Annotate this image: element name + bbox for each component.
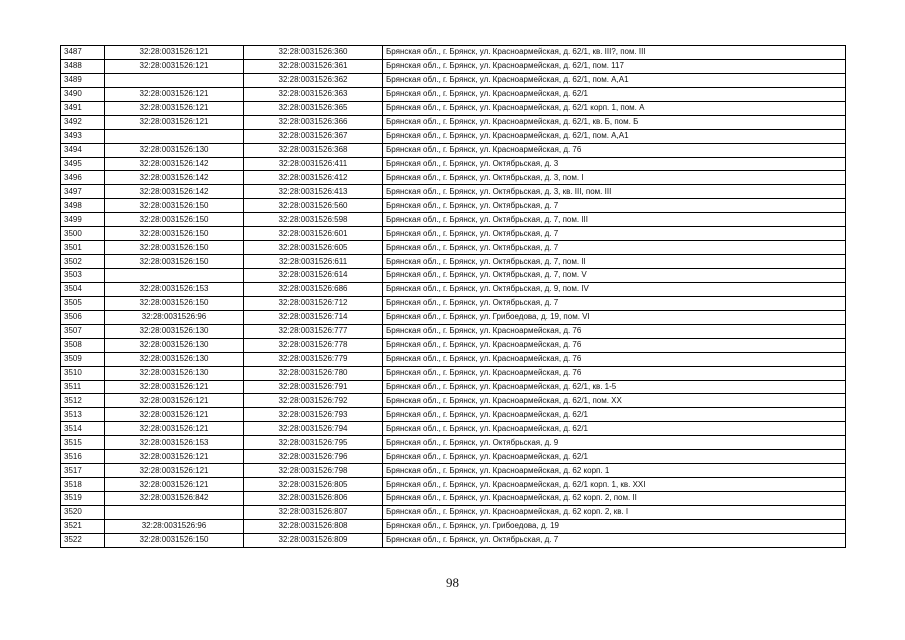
cadastral-number-cell: 32:28:0031526:363 bbox=[244, 87, 383, 101]
cadastral-number-cell: 32:28:0031526:366 bbox=[244, 115, 383, 129]
block-number-cell: 32:28:0031526:121 bbox=[105, 59, 244, 73]
row-number-cell: 3500 bbox=[61, 227, 105, 241]
cadastral-number-cell: 32:28:0031526:794 bbox=[244, 422, 383, 436]
block-number-cell: 32:28:0031526:150 bbox=[105, 241, 244, 255]
row-number-cell: 3519 bbox=[61, 492, 105, 506]
block-number-cell: 32:28:0031526:121 bbox=[105, 422, 244, 436]
table-row bbox=[61, 352, 846, 366]
address-cell: Брянская обл., г. Брянск, ул. Красноармейская, д. 62/1, кв. 1-5 bbox=[383, 380, 846, 394]
row-number-cell: 3488 bbox=[61, 59, 105, 73]
table-row bbox=[61, 157, 846, 171]
block-number-cell: 32:28:0031526:130 bbox=[105, 352, 244, 366]
row-number-cell: 3493 bbox=[61, 129, 105, 143]
address-cell: Брянская обл., г. Брянск, ул. Красноармейская, д. 62/1, кв. III?, пом. III bbox=[383, 46, 846, 60]
table-row bbox=[61, 143, 846, 157]
address-cell: Брянская обл., г. Брянск, ул. Красноармейская, д. 62/1, кв. Б, пом. Б bbox=[383, 115, 846, 129]
row-number-cell: 3510 bbox=[61, 366, 105, 380]
table-row bbox=[61, 436, 846, 450]
row-number-cell: 3489 bbox=[61, 73, 105, 87]
block-number-cell: 32:28:0031526:96 bbox=[105, 519, 244, 533]
address-cell: Брянская обл., г. Брянск, ул. Красноармейская, д. 62 корп. 2, пом. II bbox=[383, 492, 846, 506]
cadastral-number-cell: 32:28:0031526:367 bbox=[244, 129, 383, 143]
address-cell: Брянская обл., г. Брянск, ул. Октябрьская, д. 7, пом. V bbox=[383, 269, 846, 283]
row-number-cell: 3520 bbox=[61, 505, 105, 519]
address-cell: Брянская обл., г. Брянск, ул. Октябрьская, д. 7 bbox=[383, 199, 846, 213]
block-number-cell: 32:28:0031526:153 bbox=[105, 282, 244, 296]
table-row bbox=[61, 87, 846, 101]
table-row bbox=[61, 255, 846, 269]
cadastral-number-cell: 32:28:0031526:805 bbox=[244, 478, 383, 492]
row-number-cell: 3496 bbox=[61, 171, 105, 185]
address-cell: Брянская обл., г. Брянск, ул. Октябрьская, д. 7 bbox=[383, 533, 846, 547]
table-row bbox=[61, 282, 846, 296]
row-number-cell: 3509 bbox=[61, 352, 105, 366]
table-row bbox=[61, 227, 846, 241]
row-number-cell: 3514 bbox=[61, 422, 105, 436]
block-number-cell bbox=[105, 73, 244, 87]
cadastral-number-cell: 32:28:0031526:598 bbox=[244, 213, 383, 227]
table-row bbox=[61, 519, 846, 533]
cadastral-number-cell: 32:28:0031526:780 bbox=[244, 366, 383, 380]
table-row bbox=[61, 101, 846, 115]
block-number-cell: 32:28:0031526:96 bbox=[105, 310, 244, 324]
block-number-cell: 32:28:0031526:150 bbox=[105, 199, 244, 213]
address-cell: Брянская обл., г. Брянск, ул. Красноармейская, д. 62/1 bbox=[383, 450, 846, 464]
table-row bbox=[61, 46, 846, 60]
cadastral-number-cell: 32:28:0031526:779 bbox=[244, 352, 383, 366]
block-number-cell: 32:28:0031526:130 bbox=[105, 143, 244, 157]
address-cell: Брянская обл., г. Брянск, ул. Красноармейская, д. 76 bbox=[383, 143, 846, 157]
table-row bbox=[61, 492, 846, 506]
block-number-cell: 32:28:0031526:150 bbox=[105, 255, 244, 269]
row-number-cell: 3521 bbox=[61, 519, 105, 533]
address-cell: Брянская обл., г. Брянск, ул. Красноармейская, д. 76 bbox=[383, 366, 846, 380]
address-cell: Брянская обл., г. Брянск, ул. Октябрьская, д. 7 bbox=[383, 296, 846, 310]
table-row bbox=[61, 408, 846, 422]
row-number-cell: 3503 bbox=[61, 269, 105, 283]
cadastral-number-cell: 32:28:0031526:712 bbox=[244, 296, 383, 310]
cadastral-number-cell: 32:28:0031526:808 bbox=[244, 519, 383, 533]
address-cell: Брянская обл., г. Брянск, ул. Красноармейская, д. 62/1, пом. 117 bbox=[383, 59, 846, 73]
block-number-cell: 32:28:0031526:842 bbox=[105, 492, 244, 506]
address-cell: Брянская обл., г. Брянск, ул. Октябрьская, д. 7, пом. III bbox=[383, 213, 846, 227]
cadastral-number-cell: 32:28:0031526:792 bbox=[244, 394, 383, 408]
block-number-cell: 32:28:0031526:130 bbox=[105, 338, 244, 352]
block-number-cell: 32:28:0031526:142 bbox=[105, 185, 244, 199]
block-number-cell: 32:28:0031526:150 bbox=[105, 213, 244, 227]
row-number-cell: 3512 bbox=[61, 394, 105, 408]
address-cell: Брянская обл., г. Брянск, ул. Красноармейская, д. 76 bbox=[383, 352, 846, 366]
block-number-cell: 32:28:0031526:121 bbox=[105, 450, 244, 464]
cadastral-number-cell: 32:28:0031526:611 bbox=[244, 255, 383, 269]
cadastral-number-cell: 32:28:0031526:601 bbox=[244, 227, 383, 241]
address-cell: Брянская обл., г. Брянск, ул. Октябрьская, д. 9, пом. IV bbox=[383, 282, 846, 296]
table-row bbox=[61, 129, 846, 143]
block-number-cell: 32:28:0031526:121 bbox=[105, 101, 244, 115]
block-number-cell: 32:28:0031526:121 bbox=[105, 115, 244, 129]
registry-table bbox=[60, 45, 846, 548]
row-number-cell: 3491 bbox=[61, 101, 105, 115]
table-row bbox=[61, 533, 846, 547]
cadastral-number-cell: 32:28:0031526:605 bbox=[244, 241, 383, 255]
block-number-cell: 32:28:0031526:150 bbox=[105, 227, 244, 241]
row-number-cell: 3504 bbox=[61, 282, 105, 296]
table-row bbox=[61, 73, 846, 87]
address-cell: Брянская обл., г. Брянск, ул. Красноармейская, д. 76 bbox=[383, 338, 846, 352]
address-cell: Брянская обл., г. Брянск, ул. Грибоедова, д. 19 bbox=[383, 519, 846, 533]
cadastral-number-cell: 32:28:0031526:368 bbox=[244, 143, 383, 157]
table-row bbox=[61, 464, 846, 478]
cadastral-number-cell: 32:28:0031526:560 bbox=[244, 199, 383, 213]
cadastral-number-cell: 32:28:0031526:809 bbox=[244, 533, 383, 547]
table-row bbox=[61, 185, 846, 199]
row-number-cell: 3507 bbox=[61, 324, 105, 338]
address-cell: Брянская обл., г. Брянск, ул. Октябрьская, д. 3 bbox=[383, 157, 846, 171]
table-row bbox=[61, 380, 846, 394]
cadastral-number-cell: 32:28:0031526:793 bbox=[244, 408, 383, 422]
address-cell: Брянская обл., г. Брянск, ул. Красноармейская, д. 62/1, пом. XX bbox=[383, 394, 846, 408]
block-number-cell: 32:28:0031526:121 bbox=[105, 87, 244, 101]
address-cell: Брянская обл., г. Брянск, ул. Октябрьская, д. 7 bbox=[383, 227, 846, 241]
row-number-cell: 3508 bbox=[61, 338, 105, 352]
cadastral-number-cell: 32:28:0031526:412 bbox=[244, 171, 383, 185]
address-cell: Брянская обл., г. Брянск, ул. Октябрьская, д. 7, пом. II bbox=[383, 255, 846, 269]
table-row bbox=[61, 338, 846, 352]
row-number-cell: 3518 bbox=[61, 478, 105, 492]
block-number-cell: 32:28:0031526:130 bbox=[105, 324, 244, 338]
address-cell: Брянская обл., г. Брянск, ул. Красноармейская, д. 62 корп. 1 bbox=[383, 464, 846, 478]
table-row bbox=[61, 213, 846, 227]
row-number-cell: 3492 bbox=[61, 115, 105, 129]
registry-table-body bbox=[61, 46, 846, 548]
block-number-cell: 32:28:0031526:121 bbox=[105, 394, 244, 408]
address-cell: Брянская обл., г. Брянск, ул. Красноармейская, д. 62/1 bbox=[383, 87, 846, 101]
row-number-cell: 3501 bbox=[61, 241, 105, 255]
cadastral-number-cell: 32:28:0031526:798 bbox=[244, 464, 383, 478]
cadastral-number-cell: 32:28:0031526:413 bbox=[244, 185, 383, 199]
cadastral-number-cell: 32:28:0031526:795 bbox=[244, 436, 383, 450]
table-row bbox=[61, 115, 846, 129]
row-number-cell: 3522 bbox=[61, 533, 105, 547]
table-row bbox=[61, 450, 846, 464]
row-number-cell: 3505 bbox=[61, 296, 105, 310]
cadastral-number-cell: 32:28:0031526:796 bbox=[244, 450, 383, 464]
table-row bbox=[61, 478, 846, 492]
block-number-cell: 32:28:0031526:121 bbox=[105, 408, 244, 422]
table-row bbox=[61, 324, 846, 338]
address-cell: Брянская обл., г. Брянск, ул. Красноармейская, д. 62/1 корп. 1, пом. А bbox=[383, 101, 846, 115]
address-cell: Брянская обл., г. Брянск, ул. Октябрьская, д. 7 bbox=[383, 241, 846, 255]
block-number-cell bbox=[105, 505, 244, 519]
table-row bbox=[61, 505, 846, 519]
row-number-cell: 3494 bbox=[61, 143, 105, 157]
cadastral-number-cell: 32:28:0031526:411 bbox=[244, 157, 383, 171]
cadastral-number-cell: 32:28:0031526:360 bbox=[244, 46, 383, 60]
row-number-cell: 3497 bbox=[61, 185, 105, 199]
cadastral-number-cell: 32:28:0031526:614 bbox=[244, 269, 383, 283]
address-cell: Брянская обл., г. Брянск, ул. Красноармейская, д. 62/1 корп. 1, кв. XXI bbox=[383, 478, 846, 492]
cadastral-number-cell: 32:28:0031526:778 bbox=[244, 338, 383, 352]
block-number-cell bbox=[105, 129, 244, 143]
table-row bbox=[61, 199, 846, 213]
block-number-cell: 32:28:0031526:121 bbox=[105, 380, 244, 394]
table-row bbox=[61, 171, 846, 185]
table-row bbox=[61, 241, 846, 255]
block-number-cell: 32:28:0031526:121 bbox=[105, 46, 244, 60]
address-cell: Брянская обл., г. Брянск, ул. Красноармейская, д. 76 bbox=[383, 324, 846, 338]
table-row bbox=[61, 394, 846, 408]
cadastral-number-cell: 32:28:0031526:791 bbox=[244, 380, 383, 394]
row-number-cell: 3498 bbox=[61, 199, 105, 213]
address-cell: Брянская обл., г. Брянск, ул. Грибоедова, д. 19, пом. VI bbox=[383, 310, 846, 324]
cadastral-number-cell: 32:28:0031526:807 bbox=[244, 505, 383, 519]
address-cell: Брянская обл., г. Брянск, ул. Красноармейская, д. 62 корп. 2, кв. I bbox=[383, 505, 846, 519]
table-row bbox=[61, 296, 846, 310]
cadastral-number-cell: 32:28:0031526:362 bbox=[244, 73, 383, 87]
cadastral-number-cell: 32:28:0031526:686 bbox=[244, 282, 383, 296]
address-cell: Брянская обл., г. Брянск, ул. Октябрьская, д. 3, пом. I bbox=[383, 171, 846, 185]
cadastral-number-cell: 32:28:0031526:361 bbox=[244, 59, 383, 73]
page-number: 98 bbox=[446, 575, 459, 590]
block-number-cell: 32:28:0031526:121 bbox=[105, 478, 244, 492]
table-row bbox=[61, 366, 846, 380]
block-number-cell bbox=[105, 269, 244, 283]
block-number-cell: 32:28:0031526:150 bbox=[105, 533, 244, 547]
row-number-cell: 3513 bbox=[61, 408, 105, 422]
cadastral-number-cell: 32:28:0031526:365 bbox=[244, 101, 383, 115]
block-number-cell: 32:28:0031526:130 bbox=[105, 366, 244, 380]
cadastral-number-cell: 32:28:0031526:777 bbox=[244, 324, 383, 338]
table-row bbox=[61, 310, 846, 324]
address-cell: Брянская обл., г. Брянск, ул. Красноармейская, д. 62/1 bbox=[383, 422, 846, 436]
block-number-cell: 32:28:0031526:150 bbox=[105, 296, 244, 310]
address-cell: Брянская обл., г. Брянск, ул. Красноармейская, д. 62/1, пом. А,А1 bbox=[383, 73, 846, 87]
row-number-cell: 3490 bbox=[61, 87, 105, 101]
row-number-cell: 3499 bbox=[61, 213, 105, 227]
row-number-cell: 3511 bbox=[61, 380, 105, 394]
cadastral-number-cell: 32:28:0031526:714 bbox=[244, 310, 383, 324]
block-number-cell: 32:28:0031526:142 bbox=[105, 157, 244, 171]
row-number-cell: 3515 bbox=[61, 436, 105, 450]
address-cell: Брянская обл., г. Брянск, ул. Красноармейская, д. 62/1, пом. А,А1 bbox=[383, 129, 846, 143]
row-number-cell: 3516 bbox=[61, 450, 105, 464]
table-row bbox=[61, 422, 846, 436]
table-row bbox=[61, 269, 846, 283]
row-number-cell: 3506 bbox=[61, 310, 105, 324]
cadastral-number-cell: 32:28:0031526:806 bbox=[244, 492, 383, 506]
row-number-cell: 3495 bbox=[61, 157, 105, 171]
row-number-cell: 3487 bbox=[61, 46, 105, 60]
block-number-cell: 32:28:0031526:153 bbox=[105, 436, 244, 450]
block-number-cell: 32:28:0031526:142 bbox=[105, 171, 244, 185]
address-cell: Брянская обл., г. Брянск, ул. Красноармейская, д. 62/1 bbox=[383, 408, 846, 422]
address-cell: Брянская обл., г. Брянск, ул. Октябрьская, д. 3, кв. III, пом. III bbox=[383, 185, 846, 199]
block-number-cell: 32:28:0031526:121 bbox=[105, 464, 244, 478]
row-number-cell: 3517 bbox=[61, 464, 105, 478]
table-row bbox=[61, 59, 846, 73]
row-number-cell: 3502 bbox=[61, 255, 105, 269]
address-cell: Брянская обл., г. Брянск, ул. Октябрьская, д. 9 bbox=[383, 436, 846, 450]
